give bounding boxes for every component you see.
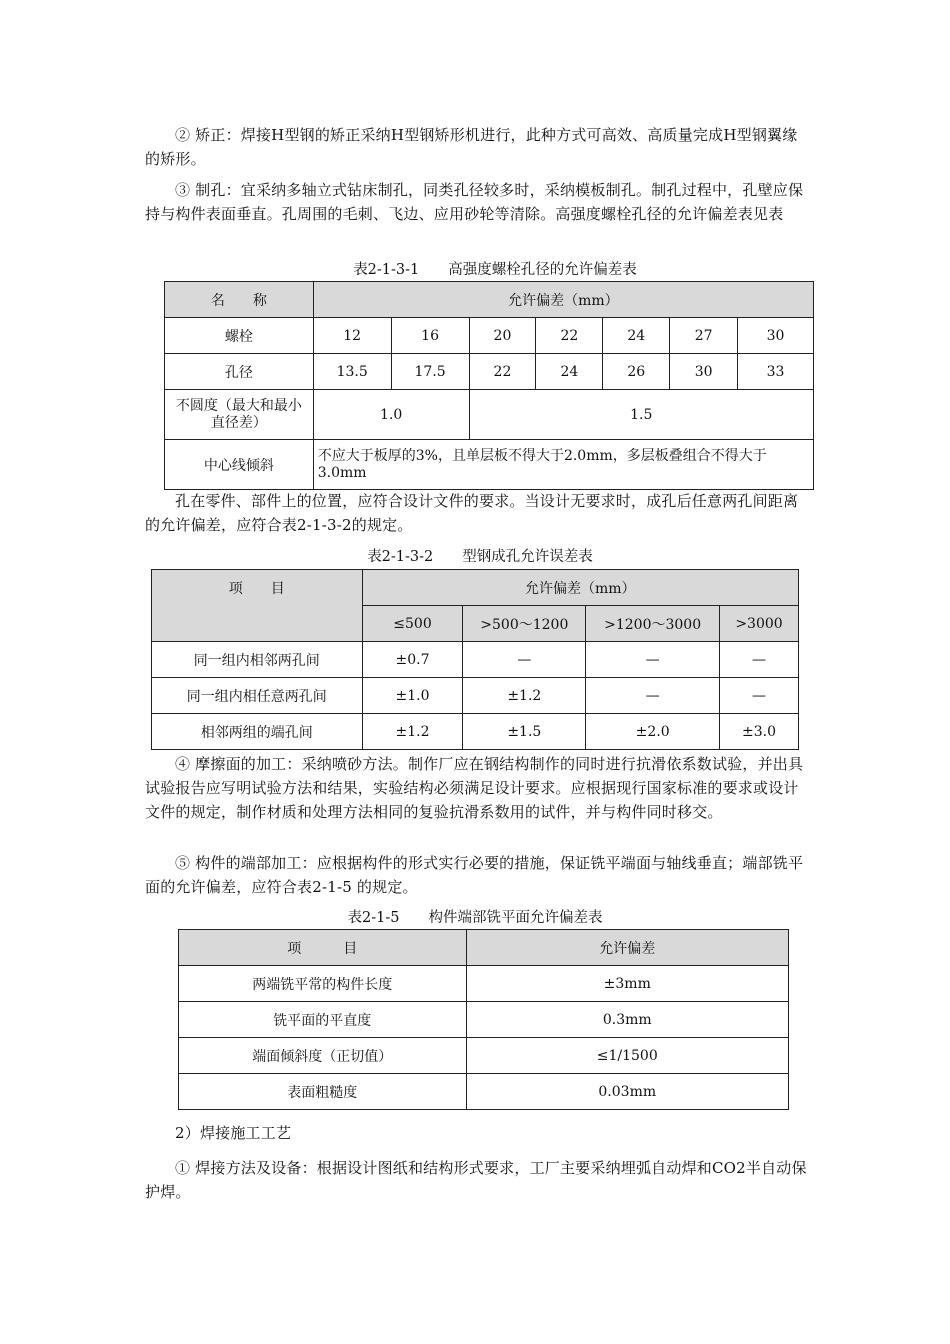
table2-col-header: ≤500 (362, 606, 463, 642)
table1-cell: 20 (469, 318, 536, 354)
table1-cell: 1.0 (313, 390, 469, 440)
table2-row-label: 同一组内相任意两孔间 (152, 678, 363, 714)
table1-cell: 24 (536, 354, 603, 390)
table1-cell: 不应大于板厚的3%，且单层板不得大于2.0mm，多层板叠组合不得大于3.0mm (313, 440, 813, 490)
bolt-hole-table (164, 281, 814, 490)
table1-cell: 26 (603, 354, 670, 390)
table3-cell: ≤1/1500 (466, 1038, 788, 1074)
table2-cell: ±2.0 (586, 714, 720, 750)
table1-cell: 12 (313, 318, 391, 354)
table1-row-label: 孔径 (165, 354, 314, 390)
table1-cell: 27 (670, 318, 738, 354)
table2-caption: 表2-1-3-2 型钢成孔允许误差表 (367, 549, 593, 565)
table3-cell: 0.03mm (466, 1074, 788, 1110)
table3-caption: 表2-1-5 构件端部铣平面允许偏差表 (347, 910, 603, 926)
table1-cell: 16 (391, 318, 469, 354)
table2-row-label: 相邻两组的端孔间 (152, 714, 363, 750)
table1-cell: 13.5 (313, 354, 391, 390)
table3-cell: 0.3mm (466, 1002, 788, 1038)
table3-row-label: 两端铣平常的构件长度 (179, 966, 467, 1002)
table3-row-label: 铣平面的平直度 (179, 1002, 467, 1038)
table3-row-label: 表面粗糙度 (179, 1074, 467, 1110)
table1-header-name: 名 称 (165, 282, 314, 318)
table2-cell: — (720, 678, 799, 714)
table1-cell: 22 (536, 318, 603, 354)
end-milling-table (178, 929, 789, 1110)
paragraph-welding-methods: ① 焊接方法及设备：根据设计图纸和结构形式要求，工厂主要采纳埋弧自动焊和CO2半自动保护焊。 (145, 1159, 807, 1201)
table2-cell: ±0.7 (362, 642, 463, 678)
table3-row-label: 端面倾斜度（正切值） (179, 1038, 467, 1074)
table1-row-label: 中心线倾斜 (165, 440, 314, 490)
table1-cell: 33 (738, 354, 814, 390)
table2-col-header: >500～1200 (463, 606, 586, 642)
table3-cell: ±3mm (466, 966, 788, 1002)
table1-cell: 30 (670, 354, 738, 390)
table2-header-item: 项 目 (152, 570, 363, 642)
table1-cell: 30 (738, 318, 814, 354)
table1-caption: 表2-1-3-1 高强度螺栓孔径的允许偏差表 (353, 262, 637, 278)
paragraph-drilling: ③ 制孔：宜采纳多轴立式钻床制孔，同类孔径较多时，采纳模板制孔。制孔过程中，孔壁应保持与构件表面垂直。孔周围的毛刺、飞边、应用砂轮等清除。高强度螺栓孔径的允许偏差表见表 (145, 181, 804, 223)
table1-cell: 17.5 (391, 354, 469, 390)
table2-col-header: >1200～3000 (586, 606, 720, 642)
table2-cell: — (720, 642, 799, 678)
table2-header-deviation: 允许偏差（mm） (362, 570, 798, 606)
table3-header-deviation: 允许偏差 (466, 930, 788, 966)
table2-cell: ±1.0 (362, 678, 463, 714)
table2-cell: — (586, 678, 720, 714)
table2-cell: ±1.2 (362, 714, 463, 750)
section-heading-welding: 2）焊接施工工艺 (175, 1124, 292, 1142)
paragraph-straightening: ② 矫正：焊接H型钢的矫正采纳H型钢矫形机进行，此种方式可高效、高质量完成H型钢翼缘的矫形。 (145, 126, 798, 168)
table2-cell: — (586, 642, 720, 678)
table2-cell: ±1.5 (463, 714, 586, 750)
steel-hole-table (151, 569, 799, 750)
table1-row-label: 不圆度（最大和最小直径差） (165, 390, 314, 440)
table1-cell: 1.5 (469, 390, 813, 440)
table2-cell: ±1.2 (463, 678, 586, 714)
table2-cell: ±3.0 (720, 714, 799, 750)
table3-header-item: 项 目 (179, 930, 467, 966)
table1-cell: 24 (603, 318, 670, 354)
paragraph-end-machining: ⑤ 构件的端部加工：应根据构件的形式实行必要的措施，保证铣平端面与轴线垂直；端部铣平面的允许偏差，应符合表2-1-5 的规定。 (145, 854, 804, 896)
paragraph-friction-surface: ④ 摩擦面的加工：采纳喷砂方法。制作厂应在钢结构制作的同时进行抗滑依系数试验，并出具试验报告应写明试验方法和结果，实验结构必须满足设计要求。应根据现行国家标准的要求或设计文件的规定，制作材质和处理方法相同的复验抗滑系数用的试件，并与构件同时移交。 (145, 755, 804, 821)
table1-header-deviation: 允许偏差（mm） (313, 282, 813, 318)
table2-row-label: 同一组内相邻两孔间 (152, 642, 363, 678)
table1-row-label: 螺栓 (165, 318, 314, 354)
paragraph-hole-position: 孔在零件、部件上的位置，应符合设计文件的要求。当设计无要求时，成孔后任意两孔间距离的允许偏差，应符合表2-1-3-2的规定。 (145, 492, 799, 534)
table2-col-header: >3000 (720, 606, 799, 642)
table1-cell: 22 (469, 354, 536, 390)
table2-cell: — (463, 642, 586, 678)
